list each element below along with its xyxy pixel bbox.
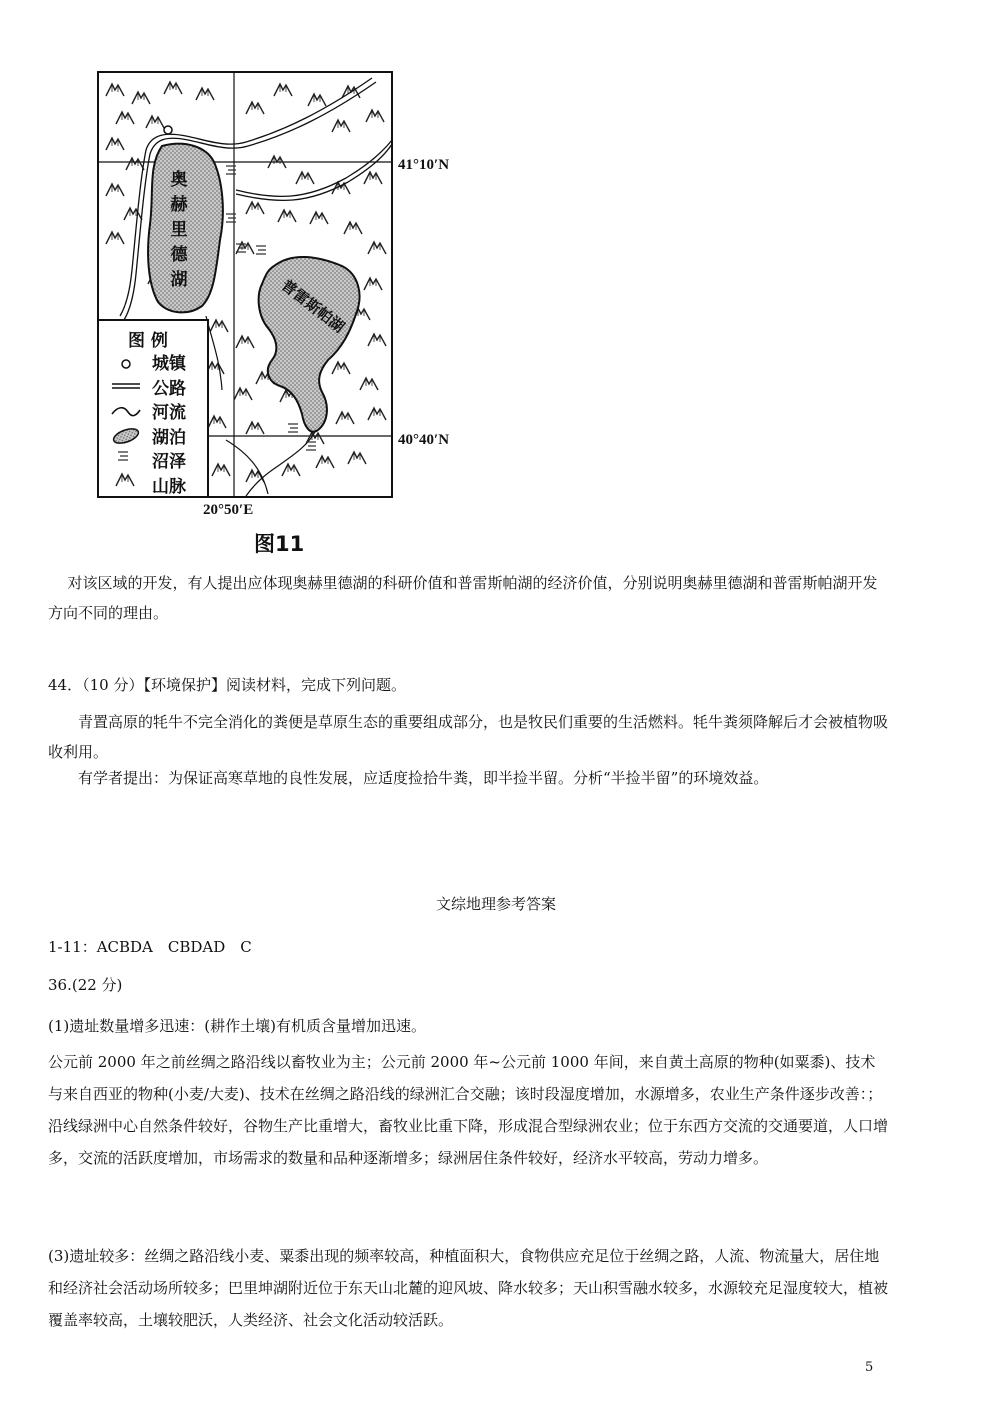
question-43-text: 对该区域的开发，有人提出应体现奥赫里德湖的科研价值和普雷斯帕湖的经济价值，分别说明奥赫里德湖和普雷斯帕湖开发方向不同的理由。 (48, 574, 878, 622)
legend-title: 图 例 (128, 331, 168, 351)
legend-town: 城镇 (152, 354, 186, 374)
legend-mountain: 山脉 (152, 476, 186, 497)
latitude-top-label: 41°10′N (398, 157, 450, 173)
question-44-para2: 有学者提出：为保证高寒草地的良性发展，应适度捡拾牛粪，即半捡半留。分析“半捡半留”的环境效益。 (78, 769, 769, 787)
answers-36-part1: (1)遗址数量增多迅速：(耕作土壤)有机质含量增加迅速。 (48, 1017, 426, 1035)
page-number: 5 (865, 1360, 874, 1375)
legend-road: 公路 (152, 378, 186, 399)
legend-marsh: 沼泽 (152, 452, 186, 472)
question-44-heading: 44．（10 分）【环境保护】阅读材料，完成下列问题。 (48, 676, 406, 694)
answers-title: 文综地理参考答案 (435, 895, 556, 913)
answers-36-para-a: 公元前 2000 年之前丝绸之路沿线以畜牧业为主；公元前 2000 年~公元前 1000 年间，来自黄土高原的物种(如粟黍)、技术与来自西亚的物种(小麦/大麦)、技术在丝绸之路沿线的绿洲汇合交融；该时段湿度增加，水源增多，农业生产条件逐步改善：；沿线绿洲中心自然条件较好，谷物生产比重增大，畜牧业比重下降，形成混合型绿洲农业；位于东西方交流的交通要道，人口增多，交流的活跃度增加，市场需求的数量和品种逐渐增多；绿洲居住条件较好，经济水平较高，劳动力增多。 (48, 1053, 889, 1167)
legend-river: 河流 (152, 403, 186, 423)
ohrid-lake-label: 奥 赫 里 德 湖 (170, 170, 188, 290)
legend-lake: 湖泊 (152, 427, 186, 448)
question-44-para1: 青置高原的牦牛不完全消化的粪便是草原生态的重要组成部分，也是牧民们重要的生活燃料。牦牛粪须降解后才会被植物吸收利用。 (48, 713, 889, 761)
legend-labels (152, 352, 186, 499)
answers-36-para-b: (3)遗址较多：丝绸之路沿线小麦、粟黍出现的频率较高，种植面积大，食物供应充足位于丝绸之路，人流、物流量大，居住地和经济社会活动场所较多；巴里坤湖附近位于东天山北麓的迎风坡、降水较多；天山积雪融水较多，水源较充足湿度较大，植被覆盖率较高，土壤较肥沃，人类经济、社会文化活动较活跃。 (48, 1247, 889, 1329)
longitude-label: 20°50′E (203, 502, 254, 518)
figure-caption: 图11 (254, 532, 305, 556)
map-drawing (96, 70, 396, 500)
answers-36-heading: 36.(22 分) (48, 976, 123, 994)
answers-mc: 1-11：ACBDA CBDAD C (48, 938, 252, 956)
map-figure (96, 70, 396, 500)
latitude-bottom-label: 40°40′N (398, 432, 450, 448)
prespa-lake-label: 普雷斯帕湖 (277, 275, 349, 337)
